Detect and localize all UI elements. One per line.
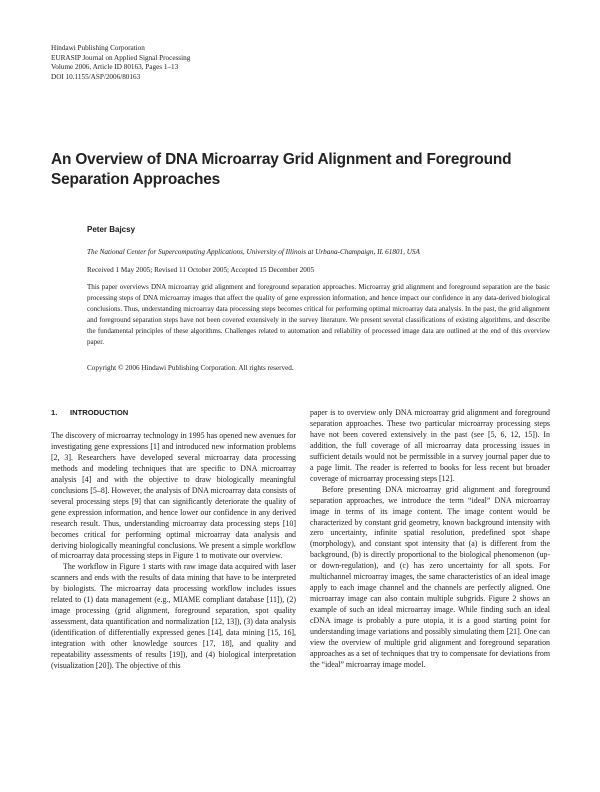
left-column (51, 431, 296, 672)
journal-header (51, 44, 190, 82)
author-name: Peter Bajcsy (87, 225, 136, 234)
section-title: INTRODUCTION (70, 408, 129, 417)
section-number: 1. (51, 408, 58, 417)
volume-info: Volume 2006, Article ID 80163, Pages 1–13 (51, 63, 179, 72)
journal-name: EURASIP Journal on Applied Signal Processing (51, 53, 191, 62)
received-dates: Received 1 May 2005; Revised 11 October 2005; Accepted 15 December 2005 (87, 266, 315, 274)
publisher-name: Hindawi Publishing Corporation (51, 44, 145, 52)
body-paragraph: paper is to overview only DNA microarray grid alignment and foreground separation approaches. These two particular microarray processing steps have not been covered extensively in the past (see [5, 6, 12, 15]). In addition, the full coverage of all microarray data processing issues in sufficient details would not be permissible in a survey journal paper due to a page limit. The reader is referred to books for less recent but broader coverage of microarray processing steps [12]. (310, 408, 550, 483)
body-paragraph: The workflow in Figure 1 starts with raw image data acquired with laser scanners and ends with the results of data mining that have to be interpreted by biologists. The microarray data processing workflow includes issues related to (1) data management (e.g., MIAME compliant database [11]), (2) image processing (grid alignment, foreground separation, spot quality assessment, data quantification and normalization [12, 13]), (3) data analysis (identification of differentially expressed genes [14], data mining [15, 16], integration with other knowledge sources [17, 18], and quality and repeatability assessments of results [19]), and (4) biological interpretation (visualization [20]). The objective of this (51, 562, 296, 671)
right-column (310, 408, 550, 671)
doi: DOI 10.1155/ASP/2006/80163 (51, 72, 141, 81)
paper-title: An Overview of DNA Microarray Grid Alignment and Foreground Separation Approaches (51, 151, 512, 188)
author-affiliation: The National Center for Supercomputing Applications, University of Illinois at Urbana-Champaign, IL 61801, USA (87, 248, 420, 256)
body-paragraph: The discovery of microarray technology in 1995 has opened new avenues for investigating gene expressions [1] and introduced new information problems [2, 3]. Researchers have developed several microarray data processing methods and modeling techniques that are specific to DNA microarray analysis [4] and with the objective to draw biologically meaningful conclusions [5–8]. However, the analysis of DNA microarray data consists of several processing steps [9] that can significantly deteriorate the quality of gene expression information, and hence lower our confidence in any derived research result. Thus, understanding microarray data processing steps [10] becomes critical for performing optimal microarray data analysis and deriving biologically meaningful conclusions. We present a simple workflow of microarray data processing steps in Figure 1 to motivate our overview. (51, 431, 296, 561)
copyright-notice: Copyright © 2006 Hindawi Publishing Corporation. All rights reserved. (87, 364, 294, 372)
body-paragraph: Before presenting DNA microarray grid alignment and foreground separation approaches, we introduce the term “ideal” DNA microarray image in terms of its image content. The image content would be characterized by constant grid geometry, known background intensity with zero uncertainty, infinite spatial resolution, predefined spot shape (morphology), and constant spot intensity that (a) is different from the background, (b) is directly proportional to the biological phenomenon (up- or down-regulation), and (c) has zero uncertainty for all spots. For multichannel microarray images, the same characteristics of an ideal image apply to each image channel and the channels are perfectly aligned. One microarray image can also contain multiple subgrids. Figure 2 shows an example of such an ideal microarray image. While finding such an ideal cDNA image is probably a pure utopia, it is a good starting point for understanding image variations and possibly simulating them [21]. One can view the overview of multiple grid alignment and foreground separation approaches as a set of techniques that try to compensate for deviations from the “ideal” microarray image model. (310, 484, 550, 669)
section-heading-introduction (51, 408, 128, 417)
abstract: This paper overviews DNA microarray grid alignment and foreground separation approaches. Microarray grid alignment and foreground separation are the basic processing steps of DNA microarray images that affect the quality of gene expression information, and hence impact our confidence in any data-derived biological conclusions. Thus, understanding microarray data processing steps becomes critical for performing optimal microarray data analysis. In the past, the grid alignment and foreground separation steps have not been covered extensively in the survey literature. We present several classifications of existing algorithms, and describe the fundamental principles of these algorithms. Challenges related to automation and reliability of processed image data are outlined at the end of this overview paper. (87, 283, 550, 346)
